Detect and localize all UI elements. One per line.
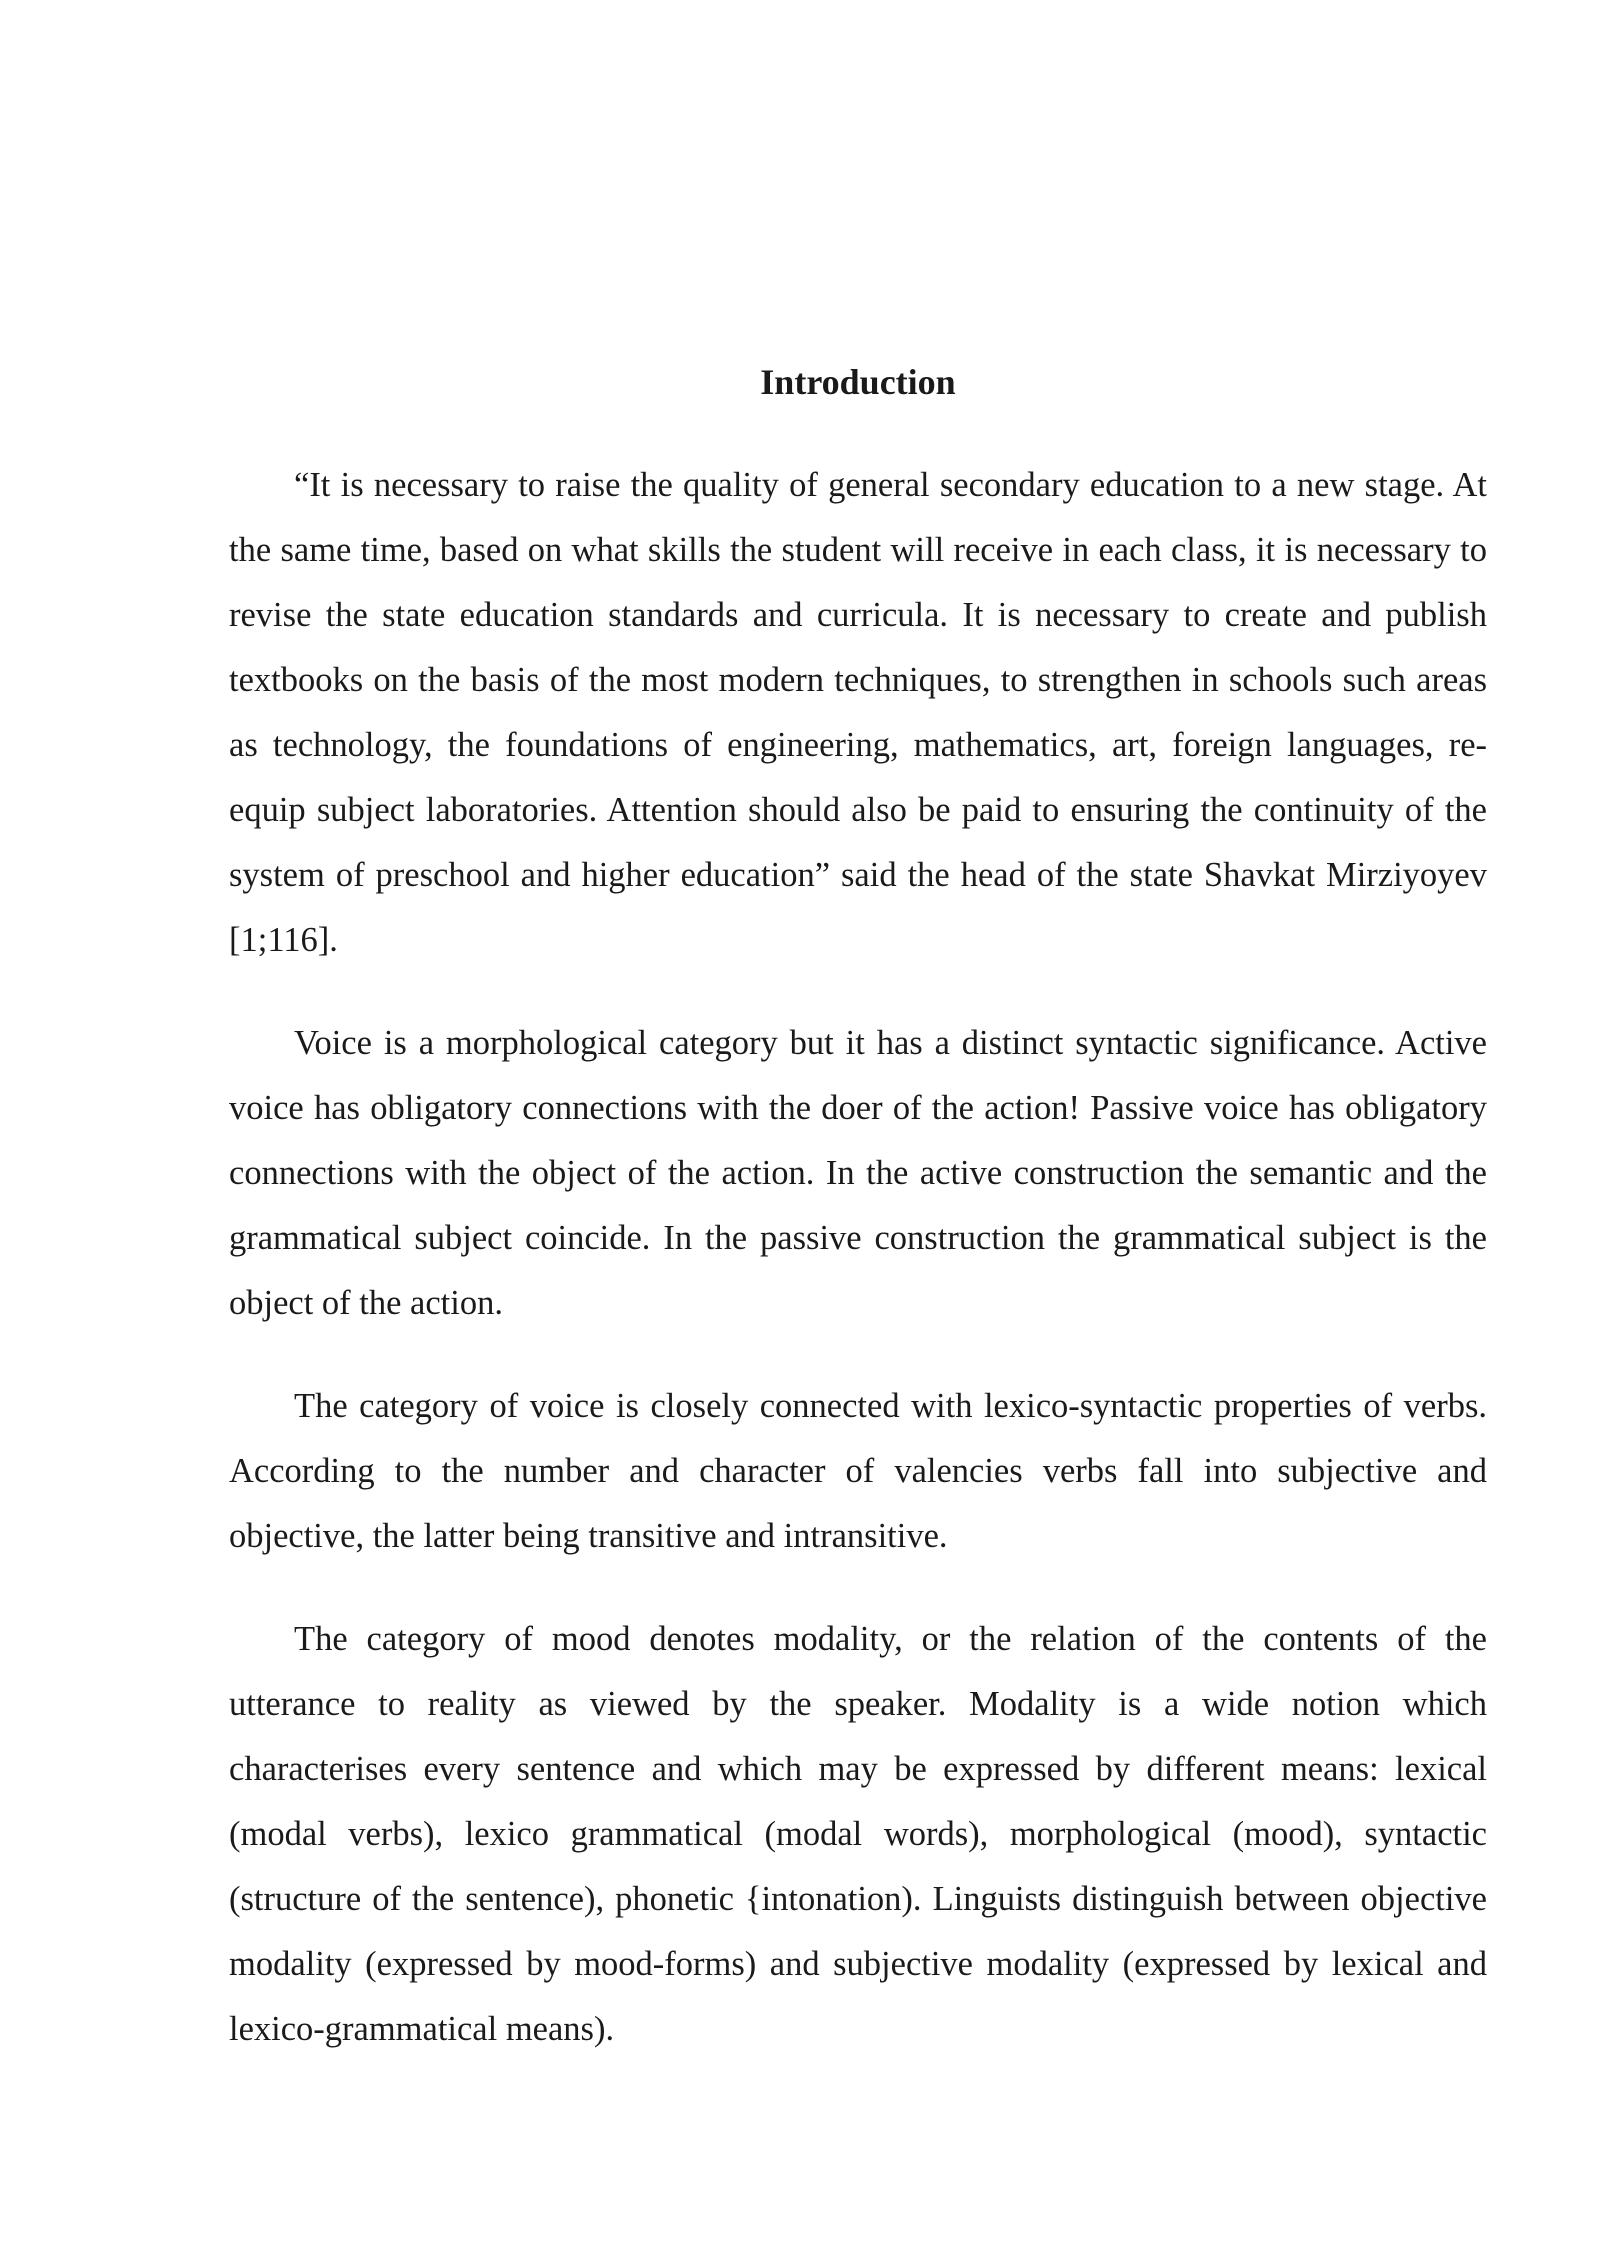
paragraph-mood: The category of mood denotes modality, or the relation of the contents of the utterance to reality as viewed by the speaker. Modality is a wide notion which characterises every sentence and which may be expressed by different means: lexical (modal verbs), lexico grammatical (modal words), morphological (mood), syntactic (structure of the sentence), phonetic {intonation). Linguists distinguish between objective modality (expressed by mood-forms) and subjective modality (expressed by lexical and lexico-grammatical means). — [229, 1620, 1487, 2048]
paragraph-quote: “It is necessary to raise the quality of general secondary education to a new stage. At the same time, based on what skills the student will receive in each class, it is necessary to revise the state education standards and curricula. It is necessary to create and publish textbooks on the basis of the most modern techniques, to strengthen in schools such areas as technology, the foundations of engineering, mathematics, art, foreign languages, re-equip subject laboratories. Attention should also be paid to ensuring the continuity of the system of preschool and higher education” said the head of the state Shavkat Mirziyoyev [1;116]. — [229, 466, 1487, 959]
paragraph-voice: Voice is a morphological category but it has a distinct syntactic significance. Active voice has obligatory connections with the doer of the action! Passive voice has obligatory connections with the object of the action. In the active construction the semantic and the grammatical subject coincide. In the passive construction the grammatical subject is the object of the action. — [229, 1024, 1487, 1322]
paragraph-voice-category: The category of voice is closely connected with lexico-syntactic properties of verbs. According to the number and character of valencies verbs fall into subjective and objective, the latter being transitive and intransitive. — [229, 1387, 1487, 1555]
page-title: Introduction — [760, 362, 956, 402]
page-content — [229, 350, 1487, 2100]
